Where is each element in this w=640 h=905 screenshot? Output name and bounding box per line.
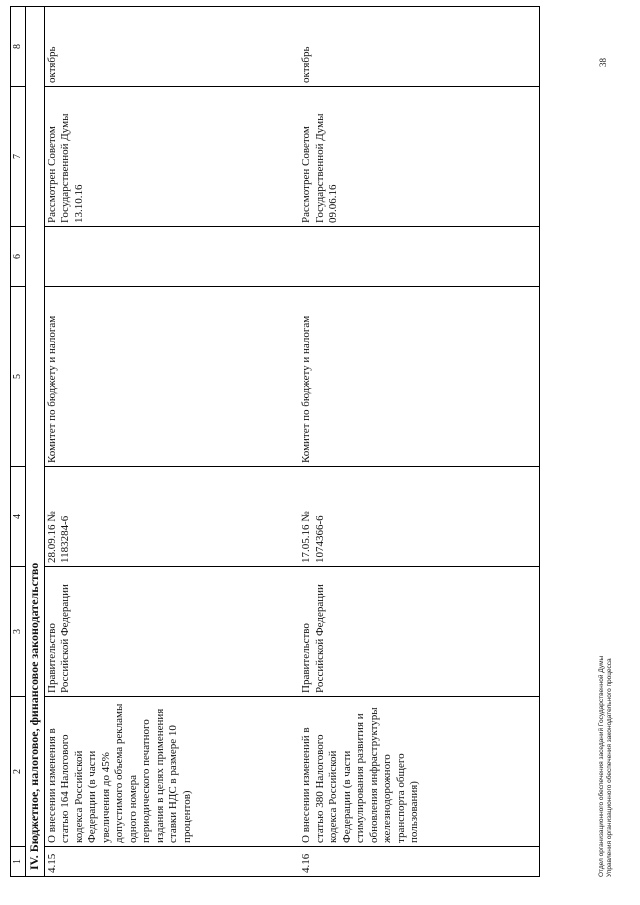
planned-month: октябрь	[44, 7, 299, 87]
legislation-table	[10, 6, 540, 877]
column-number: 2	[11, 697, 26, 847]
page-footer	[598, 656, 614, 877]
column-6-cell	[44, 227, 299, 287]
column-number: 8	[11, 7, 26, 87]
section-title: IV. Бюджетное, налоговое, финансовое законодательство	[25, 7, 44, 877]
bill-date-number: 28.09.16 № 1183284-6	[44, 467, 299, 567]
column-number: 5	[11, 287, 26, 467]
row-number: 4.15	[44, 847, 299, 877]
table-row	[299, 7, 540, 877]
bill-status: Рассмотрен Советом Государственной Думы 09.06.16	[299, 87, 540, 227]
section-row	[25, 7, 44, 877]
bill-title: О внесении изменений в статью 380 Налогового кодекса Российской Федерации (в части стимулирования развития и обновления инфраструктуры железнодорожного транспорта общего пользования)	[299, 697, 540, 847]
bill-date-number: 17.05.16 № 1074366-6	[299, 467, 540, 567]
footer-line: Отдел организационного обеспечения заседаний Государственной Думы	[598, 655, 605, 877]
footer-line: Управления организационного обеспечения законодательного процесса	[606, 658, 613, 877]
bill-initiator: Правительство Российской Федерации	[44, 567, 299, 697]
bill-initiator: Правительство Российской Федерации	[299, 567, 540, 697]
column-number: 3	[11, 567, 26, 697]
table-row	[44, 7, 299, 877]
column-number: 7	[11, 87, 26, 227]
column-number: 1	[11, 847, 26, 877]
column-number-row	[11, 7, 26, 877]
column-6-cell	[299, 227, 540, 287]
bill-title: О внесении изменения в статью 164 Налогового кодекса Российской Федерации (в части увеличения до 45% допустимого объема рекламы одного номера периодического печатного издания в целях применения ставки НДС в размере 10 процентов)	[44, 697, 299, 847]
column-number: 4	[11, 467, 26, 567]
column-number: 6	[11, 227, 26, 287]
responsible-committee: Комитет по бюджету и налогам	[299, 287, 540, 467]
responsible-committee: Комитет по бюджету и налогам	[44, 287, 299, 467]
planned-month: октябрь	[299, 7, 540, 87]
page-number: 38	[598, 58, 608, 67]
row-number: 4.16	[299, 847, 540, 877]
bill-status: Рассмотрен Советом Государственной Думы 13.10.16	[44, 87, 299, 227]
